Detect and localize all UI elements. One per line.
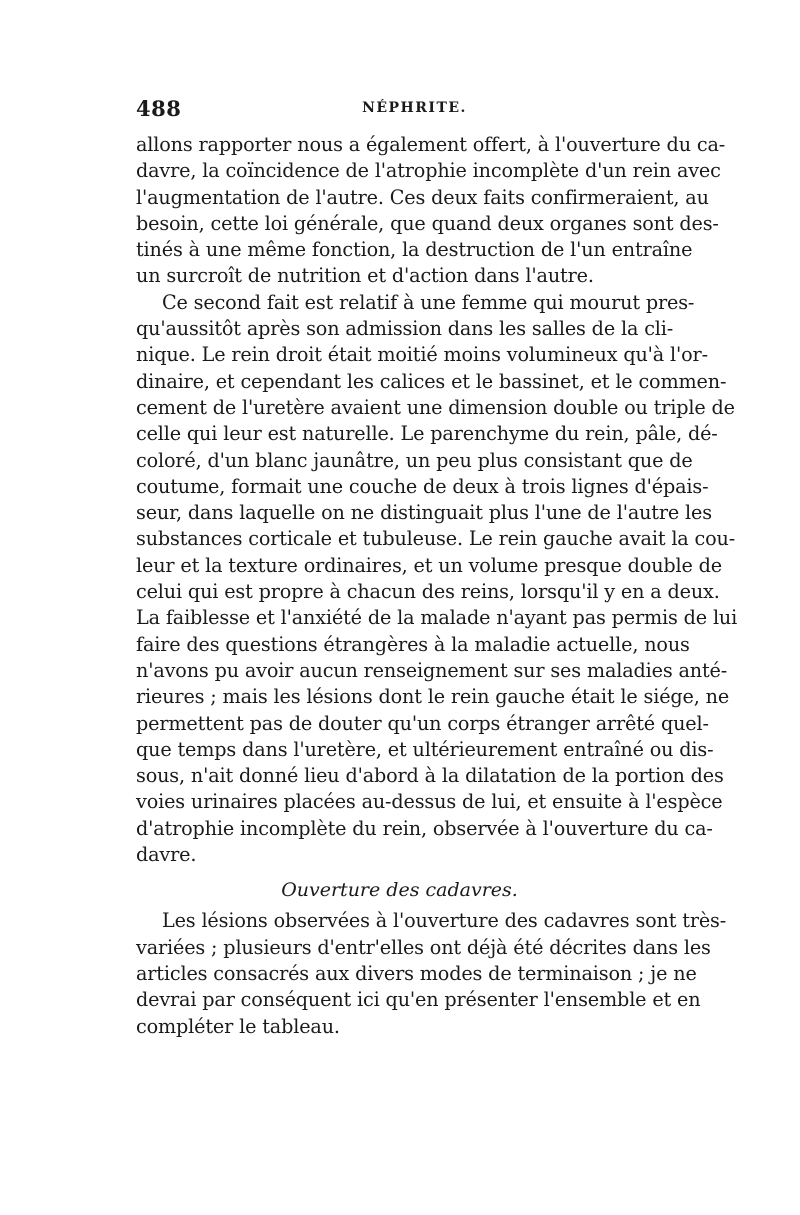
text-line: seur, dans laquelle on ne distinguait plus l'une de l'autre les — [136, 501, 712, 525]
text-line: d'atrophie incomplète du rein, observée à l'ouverture du ca- — [136, 816, 713, 840]
text-line: coloré, d'un blanc jaunâtre, un peu plus consistant que de — [136, 448, 693, 472]
text-line: La faiblesse et l'anxiété de la malade n'ayant pas permis de lui — [136, 606, 738, 630]
text-line: davre. — [136, 843, 197, 867]
paragraph-3 — [136, 908, 727, 1039]
running-title: NÉPHRITE. — [362, 100, 467, 116]
text-line: voies urinaires placées au-dessus de lui, et ensuite à l'espèce — [136, 790, 723, 814]
paragraph-1 — [136, 132, 726, 290]
text-line: Les lésions observées à l'ouverture des cadavres sont très- — [162, 909, 727, 933]
text-line: celui qui est propre à chacun des reins, lorsqu'il y en a deux. — [136, 580, 720, 604]
text-line: celle qui leur est naturelle. Le parenchyme du rein, pâle, dé- — [136, 422, 718, 446]
text-line: faire des questions étrangères à la maladie actuelle, nous — [136, 632, 690, 656]
body-text — [136, 132, 738, 1040]
text-line: Ce second fait est relatif à une femme qui mourut pres- — [162, 290, 695, 314]
text-line: sous, n'ait donné lieu d'abord à la dilatation de la portion des — [136, 764, 724, 788]
text-line: l'augmentation de l'autre. Ces deux faits confirmeraient, au — [136, 185, 709, 209]
text-line: besoin, cette loi générale, que quand deux organes sont des- — [136, 211, 719, 235]
paragraph-2 — [136, 290, 738, 869]
text-line: davre, la coïncidence de l'atrophie incomplète d'un rein avec — [136, 159, 721, 183]
text-line: devrai par conséquent ici qu'en présenter l'ensemble et en — [136, 988, 701, 1012]
text-line: allons rapporter nous a également offert, à l'ouverture du ca- — [136, 133, 726, 156]
text-line: n'avons pu avoir aucun renseignement sur ses maladies anté- — [136, 658, 728, 682]
book-page — [136, 92, 738, 1040]
text-line: variées ; plusieurs d'entr'elles ont déjà été décrites dans les — [136, 935, 711, 959]
running-head — [136, 92, 663, 132]
text-line: permettent pas de douter qu'un corps étranger arrêté quel- — [136, 711, 709, 735]
section-heading: Ouverture des cadavres. — [281, 879, 518, 902]
text-line: compléter le tableau. — [136, 1014, 340, 1038]
text-line: cement de l'uretère avaient une dimension double ou triple de — [136, 395, 735, 419]
text-line: articles consacrés aux divers modes de terminaison ; je ne — [136, 961, 697, 985]
text-line: tinés à une même fonction, la destruction de l'un entraîne — [136, 238, 693, 262]
text-line: leur et la texture ordinaires, et un volume presque double de — [136, 553, 723, 577]
text-line: nique. Le rein droit était moitié moins volumineux qu'à l'or- — [136, 343, 708, 367]
text-line: rieures ; mais les lésions dont le rein gauche était le siége, ne — [136, 685, 730, 709]
text-line: coutume, formait une couche de deux à trois lignes d'épais- — [136, 474, 709, 498]
text-line: que temps dans l'uretère, et ultérieurement entraîné ou dis- — [136, 737, 714, 761]
text-line: qu'aussitôt après son admission dans les salles de la cli- — [136, 317, 674, 341]
page-number: 488 — [136, 96, 182, 121]
text-line: un surcroît de nutrition et d'action dans l'autre. — [136, 264, 594, 288]
text-line: substances corticale et tubuleuse. Le rein gauche avait la cou- — [136, 527, 736, 551]
text-line: dinaire, et cependant les calices et le bassinet, et le commen- — [136, 369, 727, 393]
